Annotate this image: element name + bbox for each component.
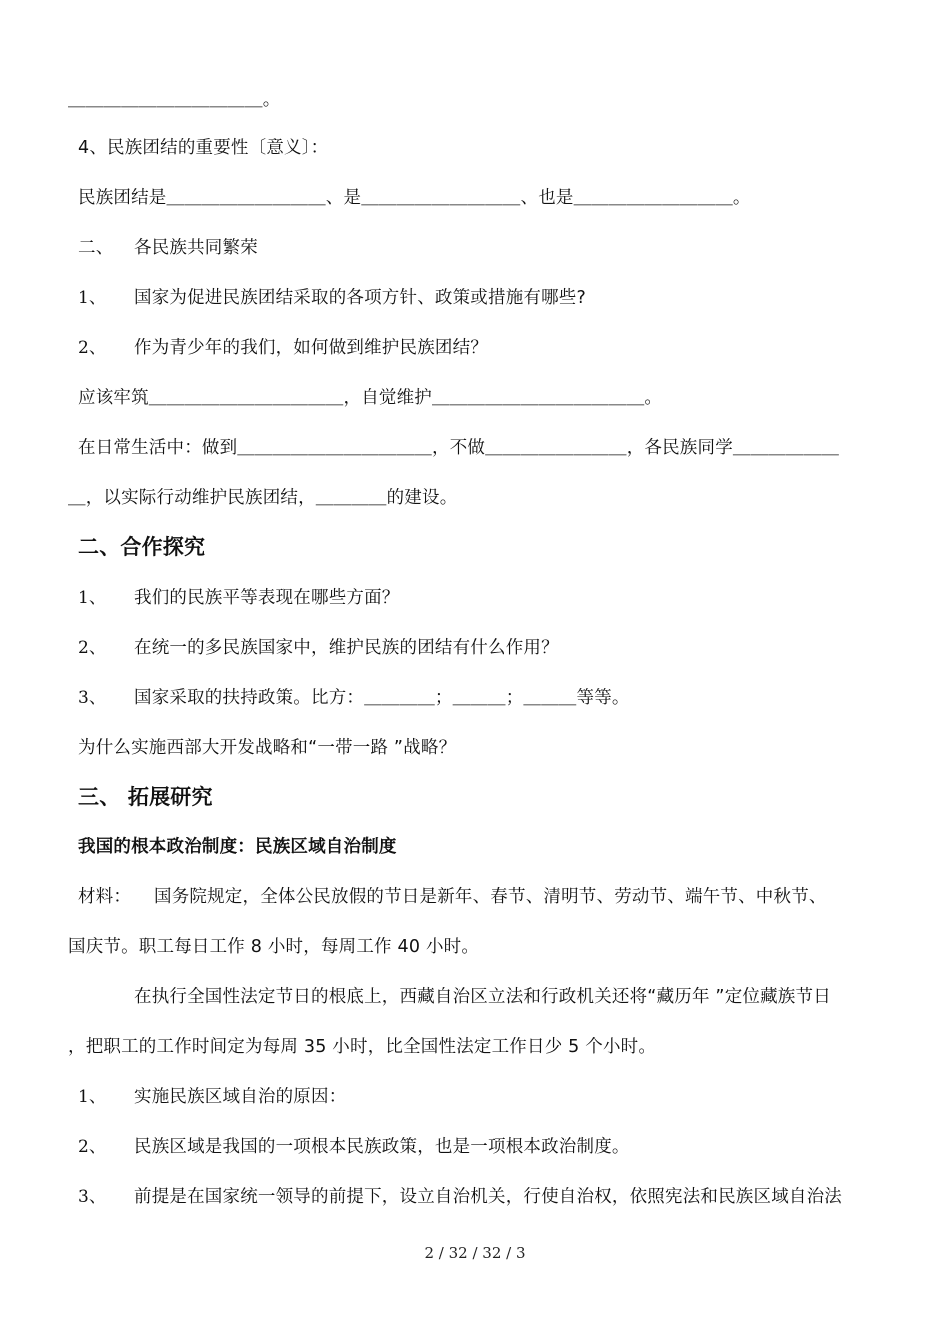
cooperation-heading: 二、合作探究: [78, 535, 206, 559]
extension-heading: 三、 拓展研究: [78, 785, 213, 809]
point-4-heading: 4、民族团结的重要性〔意义〕：: [78, 138, 329, 158]
material-text: ，把职工的工作时间定为每周 35 小时，比全国性法定工作日少 5 个小时。: [68, 1037, 657, 1057]
fill-blank-line: 应该牢筑＿＿＿＿＿＿＿＿＿＿＿，自觉维护＿＿＿＿＿＿＿＿＿＿＿＿。: [78, 388, 663, 408]
item-text: 我们的民族平等表现在哪些方面？: [134, 588, 400, 608]
item-number: 2、: [78, 338, 107, 358]
section-number: 二、: [78, 238, 114, 258]
fill-blank-line: ＿＿＿＿＿＿＿＿＿＿＿。: [68, 90, 281, 110]
unity-meaning-blanks: 民族团结是＿＿＿＿＿＿＿＿＿、是＿＿＿＿＿＿＿＿＿、也是＿＿＿＿＿＿＿＿＿。: [78, 188, 751, 208]
item-text: 国家采取的扶持政策。比方：＿＿＿＿；＿＿＿；＿＿＿等等。: [134, 688, 630, 708]
item-text: 实施民族区域自治的原因：: [134, 1087, 347, 1107]
section-title: 各民族共同繁荣: [134, 238, 258, 258]
subheading-text: 我国的根本政治制度：民族区域自治制度: [78, 837, 397, 857]
material-label: 材料：: [78, 887, 132, 907]
fill-blank-line: 在日常生活中：做到＿＿＿＿＿＿＿＿＿＿＿，不做＿＿＿＿＿＿＿＿，各民族同学＿＿＿＿＿＿: [78, 438, 840, 458]
item-text: 在统一的多民族国家中，维护民族的团结有什么作用？: [134, 638, 559, 658]
item-text: 国家为促进民族团结采取的各项方针、政策或措施有哪些?: [134, 288, 586, 308]
item-text: 前提是在国家统一领导的前提下，设立自治机关，行使自治权，依照宪法和民族区域自治法: [134, 1187, 842, 1207]
item-number: 2、: [78, 1137, 107, 1157]
fill-blank-line: ＿，以实际行动维护民族团结，＿＿＿＿的建设。: [68, 488, 458, 508]
question-line: 为什么实施西部大开发战略和“一带一路 ”战略？: [78, 738, 457, 758]
page-footer: 2 / 32 / 32 / 3: [424, 1244, 526, 1262]
item-number: 3、: [78, 688, 107, 708]
item-number: 1、: [78, 1087, 107, 1107]
item-number: 1、: [78, 588, 107, 608]
item-text: 民族区域是我国的一项根本民族政策，也是一项根本政治制度。: [134, 1137, 630, 1157]
material-text: 在执行全国性法定节日的根底上，西藏自治区立法和行政机关还将“藏历年 ”定位藏族节日: [134, 987, 831, 1007]
item-number: 1、: [78, 288, 107, 308]
material-text: 国庆节。职工每日工作 8 小时，每周工作 40 小时。: [68, 937, 480, 957]
item-number: 2、: [78, 638, 107, 658]
material-text: 国务院规定，全体公民放假的节日是新年、春节、清明节、劳动节、端午节、中秋节、: [154, 887, 827, 907]
item-number: 3、: [78, 1187, 107, 1207]
item-text: 作为青少年的我们，如何做到维护民族团结？: [134, 338, 488, 358]
